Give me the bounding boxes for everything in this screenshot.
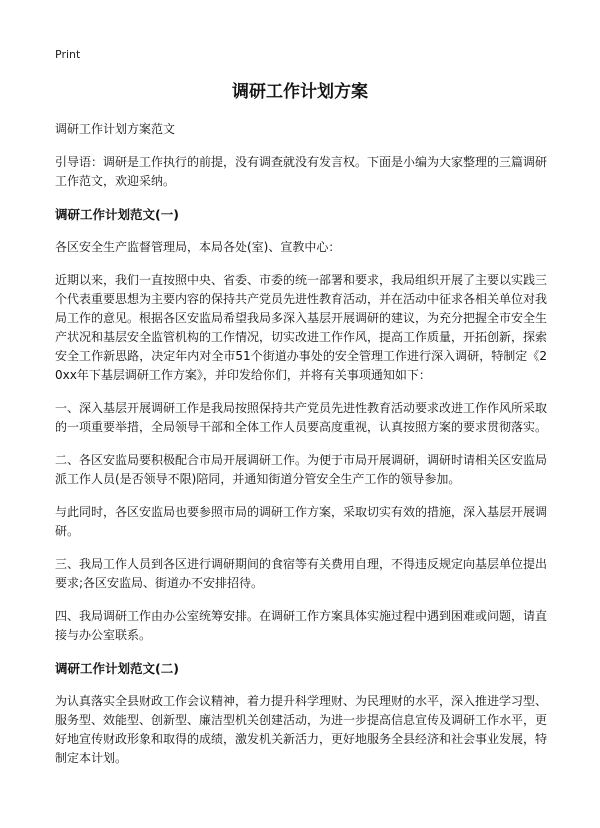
section-heading-1: 调研工作计划范文(一) [55, 207, 179, 222]
body-paragraph-3: 二、各区安监局要积极配合市局开展调研工作。为便于市局开展调研，调研时请相关区安监局派工作人员(是否领导不限)陪同，并通知街道分管安全生产工作的领导参加。 [55, 453, 548, 486]
body-paragraph-4: 与此同时，各区安监局也要参照市局的调研工作方案，采取切实有效的措施，深入基层开展调研。 [55, 505, 548, 538]
document-title: 调研工作计划方案 [232, 82, 368, 102]
body-paragraph-7: 为认真落实全县财政工作会议精神，着力提升科学理财、为民理财的水平，深入推进学习型、服务型、效能型、创新型、廉洁型机关创建活动，为进一步提高信息宣传及调研工作水平，更好地宣传财政形象和取得的成绩，激发机关新活力，更好地服务全县经济和社会事业发展，特制定本计划。 [55, 694, 548, 765]
intro-paragraph: 引导语：调研是工作执行的前提，没有调查就没有发言权。下面是小编为大家整理的三篇调研工作范文，欢迎采纳。 [55, 155, 548, 188]
print-link[interactable]: Print [55, 48, 81, 61]
section-heading-2: 调研工作计划范文(二) [55, 661, 179, 676]
document-body [55, 120, 547, 782]
body-paragraph-1: 近期以来，我们一直按照中央、省委、市委的统一部署和要求，我局组织开展了主要以实践三个代表重要思想为主要内容的保持共产党员先进性教育活动，并在活动中征求各相关单位对我局工作的意见。根据各区安监局希望我局多深入基层开展调研的建议，为充分把握全市安全生产状况和基层安全监管机构的工作情况，切实改进工作作风，提高工作质量，开拓创新，探索安全工作新思路，决定年内对全市51个街道办事处的安全管理工作进行深入调研，特制定《20xx年下基层调研工作方案》，并印发给你们，并将有关事项通知如下： [55, 273, 548, 382]
document-subtitle: 调研工作计划方案范文 [55, 122, 176, 136]
body-paragraph-5: 三、我局工作人员到各区进行调研期间的食宿等有关费用自理，不得违反规定向基层单位提出要求;各区安监局、街道办不安排招待。 [55, 557, 548, 590]
body-paragraph-2: 一、深入基层开展调研工作是我局按照保持共产党员先进性教育活动要求改进工作作风所采取的一项重要举措，全局领导干部和全体工作人员要高度重视，认真按照方案的要求贯彻落实。 [55, 401, 548, 434]
body-paragraph-6: 四、我局调研工作由办公室统筹安排。在调研工作方案具体实施过程中遇到困难或问题，请直接与办公室联系。 [55, 609, 548, 642]
salutation-paragraph: 各区安全生产监督管理局，本局各处(室)、宣教中心： [55, 240, 341, 254]
